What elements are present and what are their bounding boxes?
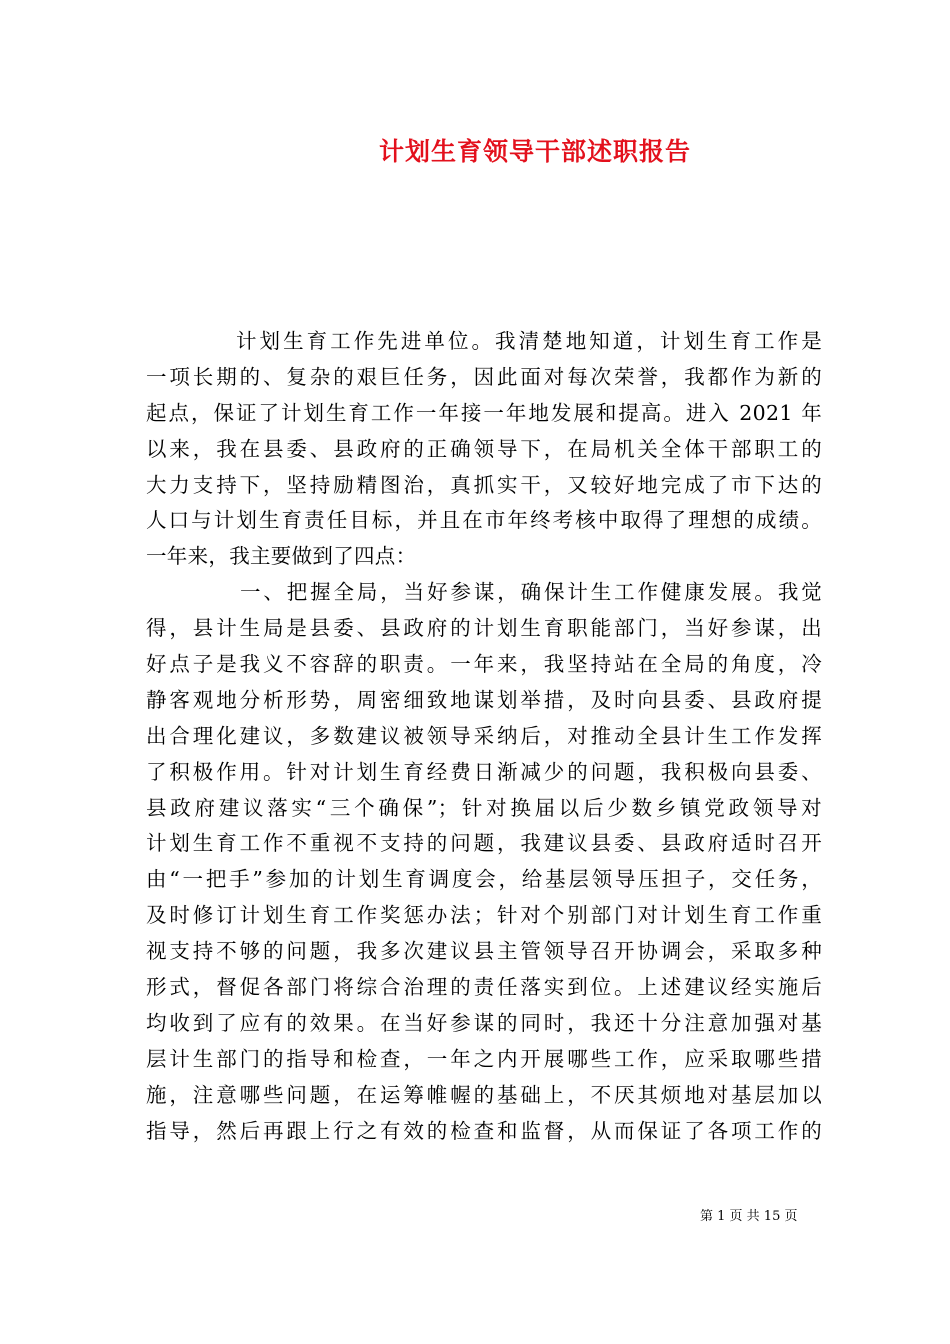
body-line: 大力支持下，坚持励精图治，真抓实干，又较好地完成了市下达的 <box>146 472 822 497</box>
body-line: 一项长期的、复杂的艰巨任务，因此面对每次荣誉，我都作为新的 <box>146 364 822 389</box>
body-line: 由“一把手”参加的计划生育调度会，给基层领导压担子，交任务， <box>146 867 822 892</box>
body-line: 视支持不够的问题，我多次建议县主管领导召开协调会，采取多种 <box>146 939 822 964</box>
body-line: 以来，我在县委、县政府的正确领导下，在局机关全体干部职工的 <box>146 436 822 461</box>
document-body <box>146 324 822 1149</box>
body-line: 一年来，我主要做到了四点： <box>146 544 417 569</box>
body-line: 指导，然后再跟上行之有效的检查和监督，从而保证了各项工作的 <box>146 1118 822 1143</box>
body-line: 静客观地分析形势，周密细致地谋划举措，及时向县委、县政府提 <box>146 687 822 712</box>
body-line: 得，县计生局是县委、县政府的计划生育职能部门，当好参谋，出 <box>146 616 822 641</box>
body-line: 及时修订计划生育工作奖惩办法；针对个别部门对计划生育工作重 <box>146 903 822 928</box>
body-line: 施，注意哪些问题，在运筹帷幄的基础上，不厌其烦地对基层加以 <box>146 1082 822 1107</box>
body-line: 人口与计划生育责任目标，并且在市年终考核中取得了理想的成绩。 <box>146 508 822 533</box>
body-line: 了积极作用。针对计划生育经费日渐减少的问题，我积极向县委、 <box>146 759 822 784</box>
document-title: 计划生育领导干部述职报告 <box>378 137 691 166</box>
body-line: 好点子是我义不容辞的职责。一年来，我坚持站在全局的角度，冷 <box>146 652 822 677</box>
body-line: 起点，保证了计划生育工作一年接一年地发展和提高。进入 2021 年 <box>146 400 822 425</box>
body-line: 县政府建议落实“三个确保”；针对换届以后少数乡镇党政领导对 <box>146 795 822 820</box>
body-line: 一、把握全局，当好参谋，确保计生工作健康发展。我觉 <box>240 580 822 605</box>
body-line: 均收到了应有的效果。在当好参谋的同时，我还十分注意加强对基 <box>146 1010 822 1035</box>
body-line: 形式，督促各部门将综合治理的责任落实到位。上述建议经实施后 <box>146 975 822 1000</box>
body-line: 计划生育工作先进单位。我清楚地知道，计划生育工作是 <box>236 329 822 353</box>
body-line: 计划生育工作不重视不支持的问题，我建议县委、县政府适时召开 <box>146 831 822 856</box>
body-line: 出合理化建议，多数建议被领导采纳后，对推动全县计生工作发挥 <box>146 723 822 748</box>
body-line: 层计生部门的指导和检查，一年之内开展哪些工作，应采取哪些措 <box>146 1046 822 1071</box>
page-number-footer: 第 1 页 共 15 页 <box>700 1209 798 1224</box>
